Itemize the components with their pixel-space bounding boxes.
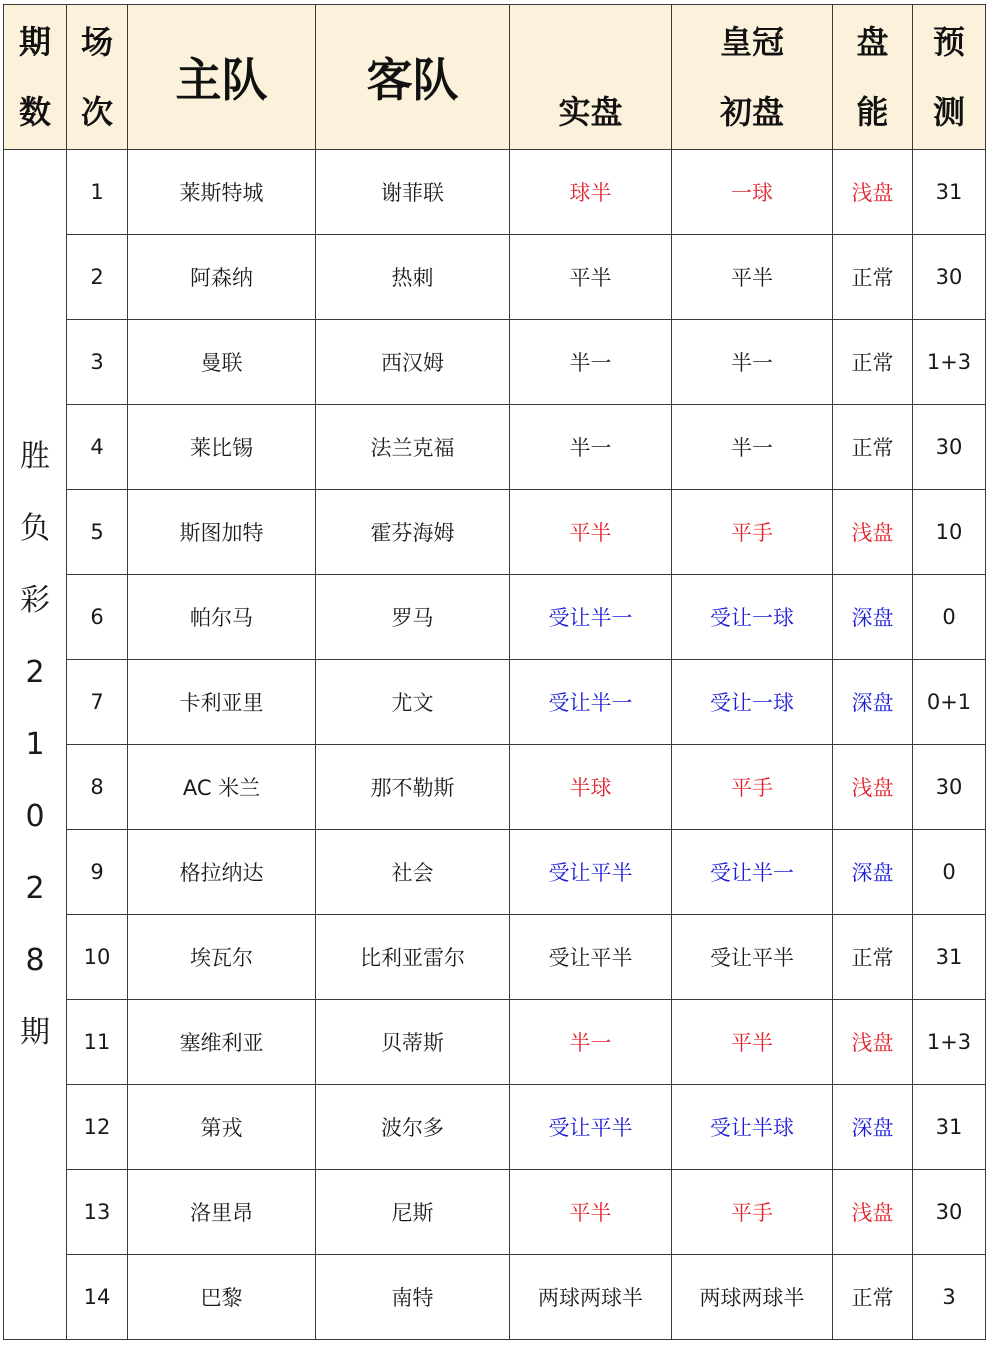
match-number: 2: [67, 235, 128, 320]
ability: 浅盘: [833, 1170, 913, 1255]
away-team: 贝蒂斯: [316, 1000, 510, 1085]
prediction: 0: [913, 575, 986, 660]
real-line: 受让半一: [510, 660, 672, 745]
table-row: [4, 150, 986, 235]
prediction: 10: [913, 490, 986, 575]
home-team: 莱比锡: [128, 405, 316, 490]
table-row: [4, 1255, 986, 1340]
real-line: 半球: [510, 745, 672, 830]
table-row: [4, 1170, 986, 1255]
lottery-table: [3, 4, 986, 1340]
table-row: [4, 660, 986, 745]
lottery-table-container: [3, 4, 985, 1342]
match-number: 11: [67, 1000, 128, 1085]
period-char: 期: [20, 1014, 50, 1050]
real-line: 受让平半: [510, 1085, 672, 1170]
header-home: 主队: [128, 5, 316, 150]
home-team: 格拉纳达: [128, 830, 316, 915]
prediction: 30: [913, 405, 986, 490]
header-period: [4, 5, 67, 150]
ability: 正常: [833, 915, 913, 1000]
real-line: 受让平半: [510, 830, 672, 915]
table-row: [4, 235, 986, 320]
real-line: 半一: [510, 320, 672, 405]
table-row: [4, 830, 986, 915]
home-team: 第戎: [128, 1085, 316, 1170]
match-number: 9: [67, 830, 128, 915]
match-number: 12: [67, 1085, 128, 1170]
ability: 深盘: [833, 575, 913, 660]
header-crown-bottom: 初盘: [719, 93, 784, 131]
table-row: [4, 405, 986, 490]
period-char: 1: [25, 726, 45, 762]
header-predict-top: 预: [932, 23, 965, 61]
prediction: 31: [913, 915, 986, 1000]
header-real-line: 实盘: [510, 5, 672, 150]
period-char: 0: [25, 798, 45, 834]
real-line: 半一: [510, 1000, 672, 1085]
home-team: 帕尔马: [128, 575, 316, 660]
header-predict-bottom: 测: [932, 93, 965, 131]
away-team: 南特: [316, 1255, 510, 1340]
match-number: 4: [67, 405, 128, 490]
header-ability-top: 盘: [856, 23, 889, 61]
table-row: [4, 915, 986, 1000]
match-number: 5: [67, 490, 128, 575]
match-number: 8: [67, 745, 128, 830]
crown-line: 半一: [672, 405, 833, 490]
match-number: 1: [67, 150, 128, 235]
home-team: 塞维利亚: [128, 1000, 316, 1085]
prediction: 0+1: [913, 660, 986, 745]
table-row: [4, 1000, 986, 1085]
header-match: [67, 5, 128, 150]
header-crown-top: 皇冠: [719, 23, 784, 61]
ability: 浅盘: [833, 490, 913, 575]
header-ability: [833, 5, 913, 150]
prediction: 30: [913, 1170, 986, 1255]
header-crown: [672, 5, 833, 150]
ability: 正常: [833, 235, 913, 320]
ability: 深盘: [833, 660, 913, 745]
real-line: 半一: [510, 405, 672, 490]
period-label: [4, 150, 67, 1340]
prediction: 31: [913, 1085, 986, 1170]
crown-line: 受让半一: [672, 830, 833, 915]
period-char: 2: [25, 870, 45, 906]
away-team: 热刺: [316, 235, 510, 320]
header-ability-bottom: 能: [856, 93, 889, 131]
prediction: 0: [913, 830, 986, 915]
home-team: AC 米兰: [128, 745, 316, 830]
prediction: 1+3: [913, 1000, 986, 1085]
ability: 正常: [833, 405, 913, 490]
match-number: 13: [67, 1170, 128, 1255]
period-char: 彩: [20, 582, 50, 618]
away-team: 那不勒斯: [316, 745, 510, 830]
crown-line: 平手: [672, 490, 833, 575]
header-away: 客队: [316, 5, 510, 150]
period-char: 胜: [20, 438, 50, 474]
crown-line: 平手: [672, 745, 833, 830]
away-team: 法兰克福: [316, 405, 510, 490]
real-line: 平半: [510, 490, 672, 575]
crown-line: 受让一球: [672, 660, 833, 745]
match-number: 10: [67, 915, 128, 1000]
crown-line: 一球: [672, 150, 833, 235]
header-row: [4, 5, 986, 150]
match-number: 6: [67, 575, 128, 660]
real-line: 两球两球半: [510, 1255, 672, 1340]
home-team: 曼联: [128, 320, 316, 405]
prediction: 30: [913, 235, 986, 320]
home-team: 埃瓦尔: [128, 915, 316, 1000]
home-team: 莱斯特城: [128, 150, 316, 235]
crown-line: 半一: [672, 320, 833, 405]
crown-line: 受让一球: [672, 575, 833, 660]
period-char: 负: [20, 510, 50, 546]
away-team: 西汉姆: [316, 320, 510, 405]
match-number: 7: [67, 660, 128, 745]
period-char: 2: [25, 654, 45, 690]
ability: 深盘: [833, 830, 913, 915]
home-team: 斯图加特: [128, 490, 316, 575]
table-row: [4, 575, 986, 660]
period-char: 8: [25, 942, 45, 978]
away-team: 霍芬海姆: [316, 490, 510, 575]
table-body: [4, 150, 986, 1340]
crown-line: 两球两球半: [672, 1255, 833, 1340]
prediction: 31: [913, 150, 986, 235]
ability: 浅盘: [833, 745, 913, 830]
real-line: 受让半一: [510, 575, 672, 660]
real-line: 平半: [510, 235, 672, 320]
header-match-top: 场: [80, 23, 113, 61]
prediction: 30: [913, 745, 986, 830]
real-line: 球半: [510, 150, 672, 235]
ability: 深盘: [833, 1085, 913, 1170]
away-team: 谢菲联: [316, 150, 510, 235]
ability: 浅盘: [833, 1000, 913, 1085]
home-team: 洛里昂: [128, 1170, 316, 1255]
table-row: [4, 490, 986, 575]
home-team: 巴黎: [128, 1255, 316, 1340]
real-line: 受让平半: [510, 915, 672, 1000]
crown-line: 平半: [672, 235, 833, 320]
crown-line: 受让平半: [672, 915, 833, 1000]
match-number: 3: [67, 320, 128, 405]
header-predict: [913, 5, 986, 150]
away-team: 尤文: [316, 660, 510, 745]
home-team: 阿森纳: [128, 235, 316, 320]
away-team: 社会: [316, 830, 510, 915]
table-row: [4, 320, 986, 405]
header-match-bottom: 次: [80, 93, 113, 131]
match-number: 14: [67, 1255, 128, 1340]
away-team: 波尔多: [316, 1085, 510, 1170]
ability: 正常: [833, 1255, 913, 1340]
ability: 浅盘: [833, 150, 913, 235]
away-team: 罗马: [316, 575, 510, 660]
home-team: 卡利亚里: [128, 660, 316, 745]
prediction: 3: [913, 1255, 986, 1340]
real-line: 平半: [510, 1170, 672, 1255]
table-row: [4, 1085, 986, 1170]
table-row: [4, 745, 986, 830]
crown-line: 受让半球: [672, 1085, 833, 1170]
header-period-bottom: 数: [18, 93, 51, 131]
header-period-top: 期: [18, 23, 51, 61]
away-team: 尼斯: [316, 1170, 510, 1255]
prediction: 1+3: [913, 320, 986, 405]
ability: 正常: [833, 320, 913, 405]
away-team: 比利亚雷尔: [316, 915, 510, 1000]
crown-line: 平手: [672, 1170, 833, 1255]
crown-line: 平半: [672, 1000, 833, 1085]
